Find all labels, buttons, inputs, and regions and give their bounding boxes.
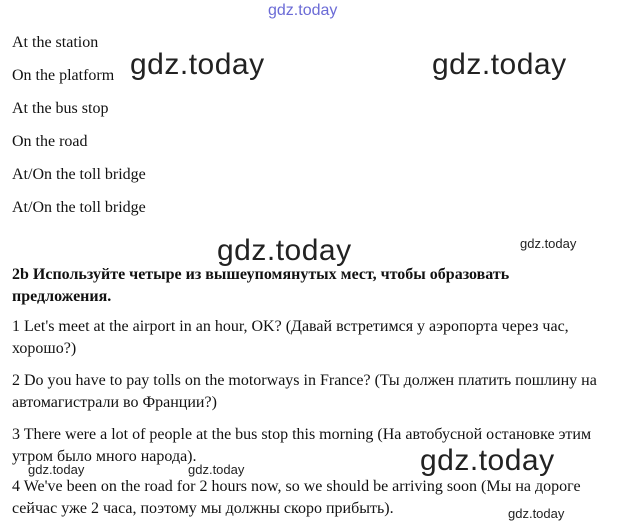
watermark: gdz.today xyxy=(28,462,85,477)
sentence-3: 3 There were a lot of people at the bus stop this morning (На автобусной остановке этим утром было много народа). xyxy=(12,426,592,465)
watermark: gdz.today xyxy=(217,234,352,267)
place-item: At the bus stop xyxy=(12,100,109,117)
watermark: gdz.today xyxy=(130,48,265,81)
watermark: gdz.today xyxy=(432,48,567,81)
sentence-1: 1 Let's meet at the airport in an hour, OK? (Давай встретимся у аэропорта через час, хорошо?) xyxy=(12,318,569,357)
place-item: At/On the toll bridge xyxy=(12,166,146,183)
watermark: gdz.today xyxy=(508,506,565,521)
watermark: gdz.today xyxy=(420,444,555,477)
place-item: At the station xyxy=(12,34,99,51)
watermark: gdz.today xyxy=(520,236,577,251)
sentence-2: 2 Do you have to pay tolls on the motorways in France? (Ты должен платить пошлину на автомагистрали во Франции?) xyxy=(12,372,597,411)
watermark: gdz.today xyxy=(188,462,245,477)
task-heading: 2b Используйте четыре из вышеупомянутых мест, чтобы образовать предложения. xyxy=(12,266,510,305)
watermark-top: gdz.today xyxy=(268,2,338,19)
place-item: At/On the toll bridge xyxy=(12,199,146,216)
place-item: On the road xyxy=(12,133,88,150)
place-item: On the platform xyxy=(12,67,115,84)
sentence-4: 4 We've been on the road for 2 hours now, so we should be arriving soon (Мы на дороге сейчас уже 2 часа, поэтому мы должны скоро прибыть). xyxy=(12,478,581,517)
